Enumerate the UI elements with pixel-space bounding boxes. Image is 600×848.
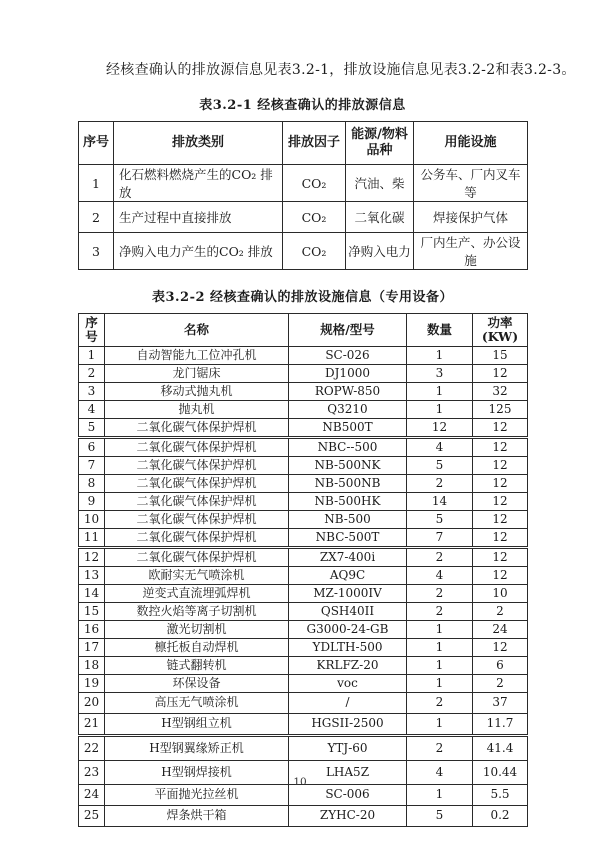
table-cell: 1 xyxy=(407,675,473,693)
table-row xyxy=(79,548,528,567)
table-cell: 平面抛光拉丝机 xyxy=(105,785,289,806)
table-cell: 链式翻转机 xyxy=(105,657,289,675)
table-cell: 23 xyxy=(79,761,105,785)
table-cell: SC-006 xyxy=(289,785,407,806)
table-cell: 2 xyxy=(407,548,473,567)
table-cell: 16 xyxy=(79,621,105,639)
table-cell: G3000-24-GB xyxy=(289,621,407,639)
header-cell: 排放因子 xyxy=(283,122,346,165)
table-cell: 12 xyxy=(473,457,528,475)
table-cell: CO₂ xyxy=(283,165,346,202)
table-cell: / xyxy=(289,693,407,714)
table-cell: 12 xyxy=(473,529,528,548)
table-cell: 环保设备 xyxy=(105,675,289,693)
table-cell: 5 xyxy=(79,419,105,438)
table-row xyxy=(79,233,528,270)
emission-facility-table xyxy=(78,313,528,827)
table-cell: 1 xyxy=(79,165,114,202)
table-row xyxy=(79,165,528,202)
table-cell: 15 xyxy=(473,347,528,365)
table-cell: 二氧化碳气体保护焊机 xyxy=(105,475,289,493)
table-cell: 18 xyxy=(79,657,105,675)
table-cell: 1 xyxy=(407,714,473,736)
table-row xyxy=(79,401,528,419)
table-cell: 12 xyxy=(473,639,528,657)
table-cell: 6 xyxy=(79,438,105,457)
table-cell: voc xyxy=(289,675,407,693)
table-cell: 3 xyxy=(79,233,114,270)
table-cell: AQ9C xyxy=(289,567,407,585)
table-row xyxy=(79,419,528,438)
header-cell: 用能设施 xyxy=(414,122,528,165)
table-cell: 17 xyxy=(79,639,105,657)
table-cell: 4 xyxy=(79,401,105,419)
table-row xyxy=(79,714,528,736)
table-cell: 7 xyxy=(79,457,105,475)
table-row xyxy=(79,657,528,675)
table-cell: Q3210 xyxy=(289,401,407,419)
table-cell: QSH40II xyxy=(289,603,407,621)
table-cell: 13 xyxy=(79,567,105,585)
table-cell: 二氧化碳气体保护焊机 xyxy=(105,419,289,438)
table-cell: H型钢组立机 xyxy=(105,714,289,736)
table-cell: 2 xyxy=(79,202,114,233)
table-cell: 净购入电力 xyxy=(346,233,414,270)
table-cell: 41.4 xyxy=(473,736,528,761)
header-cell: 排放类别 xyxy=(114,122,283,165)
table-row xyxy=(79,529,528,548)
table-cell: KRLFZ-20 xyxy=(289,657,407,675)
table-cell: 1 xyxy=(79,347,105,365)
table-cell: 25 xyxy=(79,806,105,827)
table-cell: 12 xyxy=(473,567,528,585)
table-cell: 10 xyxy=(473,585,528,603)
table-row xyxy=(79,621,528,639)
page-number: 10 xyxy=(293,776,307,788)
table-cell: 19 xyxy=(79,675,105,693)
table-cell: 净购入电力产生的CO₂ 排放 xyxy=(114,233,283,270)
table-cell: 檩托板自动焊机 xyxy=(105,639,289,657)
table-cell: 10.44 xyxy=(473,761,528,785)
table-cell: 12 xyxy=(473,438,528,457)
table-cell: 二氧化碳 xyxy=(346,202,414,233)
table-cell: NB-500 xyxy=(289,511,407,529)
table-cell: CO₂ xyxy=(283,233,346,270)
table-cell: NBC-500T xyxy=(289,529,407,548)
table-cell: 激光切割机 xyxy=(105,621,289,639)
table-cell: 逆变式直流埋弧焊机 xyxy=(105,585,289,603)
table-cell: 汽油、柴 xyxy=(346,165,414,202)
table-row xyxy=(79,347,528,365)
header-cell: 功率(KW) xyxy=(473,314,528,347)
table-cell: 0.2 xyxy=(473,806,528,827)
table-cell: 4 xyxy=(407,567,473,585)
table-cell: H型钢翼缘矫正机 xyxy=(105,736,289,761)
header-cell: 数量 xyxy=(407,314,473,347)
table-cell: NB-500NK xyxy=(289,457,407,475)
table-cell: 20 xyxy=(79,693,105,714)
table-row xyxy=(79,736,528,761)
table-cell: 2 xyxy=(407,693,473,714)
table-cell: 12 xyxy=(473,548,528,567)
table-cell: 21 xyxy=(79,714,105,736)
table-cell: 11.7 xyxy=(473,714,528,736)
table-row xyxy=(79,438,528,457)
table-cell: MZ-1000IV xyxy=(289,585,407,603)
header-cell: 名称 xyxy=(105,314,289,347)
table-cell: 22 xyxy=(79,736,105,761)
table-row xyxy=(79,202,528,233)
table-row xyxy=(79,693,528,714)
table-row xyxy=(79,585,528,603)
table-cell: 6 xyxy=(473,657,528,675)
table-cell: NB-500HK xyxy=(289,493,407,511)
table-cell: 11 xyxy=(79,529,105,548)
table-cell: 5 xyxy=(407,806,473,827)
table-cell: 二氧化碳气体保护焊机 xyxy=(105,511,289,529)
table-cell: 24 xyxy=(473,621,528,639)
table-cell: 7 xyxy=(407,529,473,548)
table-cell: 龙门锯床 xyxy=(105,365,289,383)
table-cell: 12 xyxy=(473,365,528,383)
table-cell: 数控火焰等离子切割机 xyxy=(105,603,289,621)
table-cell: 二氧化碳气体保护焊机 xyxy=(105,493,289,511)
table-cell: 二氧化碳气体保护焊机 xyxy=(105,438,289,457)
table-cell: 24 xyxy=(79,785,105,806)
table-cell: NB500T xyxy=(289,419,407,438)
table-cell: 1 xyxy=(407,621,473,639)
table-cell: 12 xyxy=(79,548,105,567)
table-cell: NB-500NB xyxy=(289,475,407,493)
table-cell: 二氧化碳气体保护焊机 xyxy=(105,457,289,475)
table-cell: 15 xyxy=(79,603,105,621)
table-cell: 14 xyxy=(79,585,105,603)
table-cell: 1 xyxy=(407,657,473,675)
table-cell: 公务车、厂内叉车等 xyxy=(414,165,528,202)
table-cell: 3 xyxy=(79,383,105,401)
table-row xyxy=(79,365,528,383)
table-row xyxy=(79,383,528,401)
table-cell: 37 xyxy=(473,693,528,714)
table-row xyxy=(79,511,528,529)
table-row xyxy=(79,603,528,621)
table-cell: 12 xyxy=(407,419,473,438)
table-header-row xyxy=(79,122,528,165)
table-cell: 12 xyxy=(473,475,528,493)
table-cell: 5.5 xyxy=(473,785,528,806)
table-row xyxy=(79,475,528,493)
table-cell: 二氧化碳气体保护焊机 xyxy=(105,548,289,567)
emission-source-table xyxy=(78,121,528,270)
intro-paragraph: 经核查确认的排放源信息见表3.2-1，排放设施信息见表3.2-2和表3.2-3。 xyxy=(106,62,576,78)
table-cell: 1 xyxy=(407,785,473,806)
table-cell: 高压无气喷涂机 xyxy=(105,693,289,714)
table-cell: YDLTH-500 xyxy=(289,639,407,657)
table-row xyxy=(79,806,528,827)
header-cell: 能源/物料品种 xyxy=(346,122,414,165)
table-cell: DJ1000 xyxy=(289,365,407,383)
table-cell: 3 xyxy=(407,365,473,383)
header-cell: 规格/型号 xyxy=(289,314,407,347)
table-cell: LHA5Z xyxy=(289,761,407,785)
table-cell: ZX7-400i xyxy=(289,548,407,567)
table-row xyxy=(79,457,528,475)
table-cell: 焊条烘干箱 xyxy=(105,806,289,827)
table-cell: 生产过程中直接排放 xyxy=(114,202,283,233)
table-cell: ROPW-850 xyxy=(289,383,407,401)
table-cell: 12 xyxy=(473,511,528,529)
table-cell: 12 xyxy=(473,419,528,438)
table-cell: 1 xyxy=(407,383,473,401)
table-cell: 2 xyxy=(473,675,528,693)
table-cell: 32 xyxy=(473,383,528,401)
table-cell: 5 xyxy=(407,457,473,475)
table-cell: YTJ-60 xyxy=(289,736,407,761)
table-cell: HGSII-2500 xyxy=(289,714,407,736)
table-cell: 抛丸机 xyxy=(105,401,289,419)
table-cell: 8 xyxy=(79,475,105,493)
table-cell: 焊接保护气体 xyxy=(414,202,528,233)
table-cell: 1 xyxy=(407,401,473,419)
table-cell: CO₂ xyxy=(283,202,346,233)
table-row xyxy=(79,675,528,693)
table-cell: 2 xyxy=(407,475,473,493)
table2-title: 表3.2-2 经核查确认的排放设施信息（专用设备） xyxy=(151,290,454,305)
table-cell: 10 xyxy=(79,511,105,529)
table-cell: 5 xyxy=(407,511,473,529)
table-header-row xyxy=(79,314,528,347)
table-cell: 4 xyxy=(407,761,473,785)
table-cell: H型钢焊接机 xyxy=(105,761,289,785)
table-cell: 125 xyxy=(473,401,528,419)
table-row xyxy=(79,639,528,657)
header-cell: 序号 xyxy=(79,122,114,165)
header-cell: 序号 xyxy=(79,314,105,347)
table-cell: 12 xyxy=(473,493,528,511)
table-cell: 9 xyxy=(79,493,105,511)
table-cell: 4 xyxy=(407,438,473,457)
table-cell: 2 xyxy=(407,603,473,621)
table-cell: 2 xyxy=(407,736,473,761)
table-cell: 欧耐实无气喷涂机 xyxy=(105,567,289,585)
table-cell: SC-026 xyxy=(289,347,407,365)
table-row xyxy=(79,567,528,585)
table-cell: 厂内生产、办公设施 xyxy=(414,233,528,270)
table-cell: 1 xyxy=(407,347,473,365)
table-cell: NBC--500 xyxy=(289,438,407,457)
table-cell: 2 xyxy=(473,603,528,621)
table1-title: 表3.2-1 经核查确认的排放源信息 xyxy=(199,98,406,113)
table-cell: 化石燃料燃烧产生的CO₂ 排放 xyxy=(114,165,283,202)
table-cell: 1 xyxy=(407,639,473,657)
table-cell: 二氧化碳气体保护焊机 xyxy=(105,529,289,548)
table-cell: ZYHC-20 xyxy=(289,806,407,827)
table-cell: 自动智能九工位冲孔机 xyxy=(105,347,289,365)
page-content xyxy=(78,0,576,827)
table-row xyxy=(79,493,528,511)
table-cell: 移动式抛丸机 xyxy=(105,383,289,401)
table-cell: 2 xyxy=(79,365,105,383)
table-cell: 14 xyxy=(407,493,473,511)
table-cell: 2 xyxy=(407,585,473,603)
